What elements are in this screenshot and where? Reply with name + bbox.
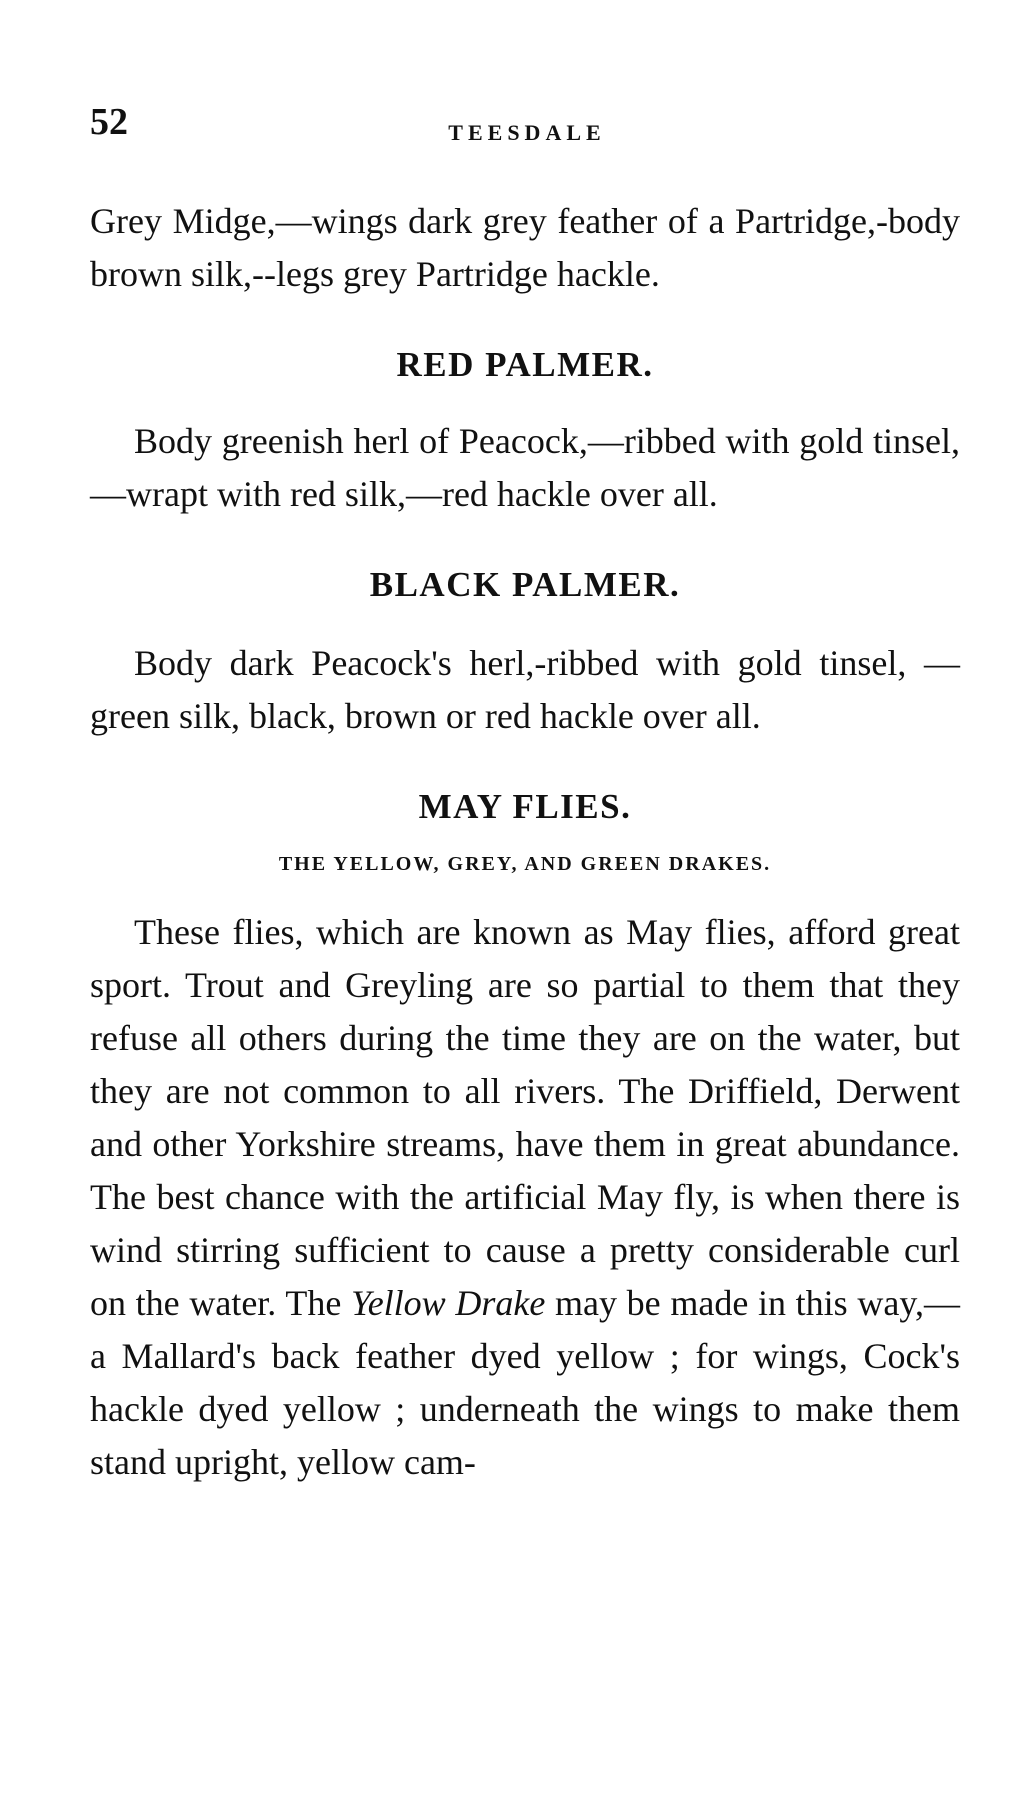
- red-palmer-paragraph: Body greenish herl of Peacock,—ribbed with gold tinsel,—wrapt with red silk,—red hackle over all.: [90, 421, 960, 514]
- may-flies-heading: MAY FLIES.: [418, 787, 632, 826]
- may-flies-text-before: These flies, which are known as May flies, afford great sport. Trout and Greyling are so partial to them that they refuse all others during the time they are on the water, but they are not common to all rivers. The Driffield, Derwent and other Yorkshire streams, have them in great abundance. The best chance with the artificial May fly, is when there is wind stirring sufficient to cause a pretty considerable curl on the water. The: [90, 912, 960, 1323]
- black-palmer-paragraph: Body dark Peacock's herl,-ribbed with gold tinsel, —green silk, black, brown or red hackle over all.: [90, 643, 960, 736]
- may-flies-text-after: may be made in this way,—a Mallard's back feather dyed yellow ; for wings, Cock's hackle dyed yellow ; underneath the wings to make them stand upright, yellow cam-: [90, 1283, 960, 1482]
- red-palmer-heading: RED PALMER.: [396, 345, 654, 384]
- running-head: [90, 100, 964, 150]
- text-column: [90, 195, 960, 1489]
- may-flies-paragraph: [90, 906, 960, 1489]
- running-title: TEESDALE: [448, 120, 606, 145]
- yellow-drake-italic: Yellow Drake: [350, 1283, 546, 1323]
- black-palmer-heading: BLACK PALMER.: [369, 565, 681, 604]
- may-flies-subheading: THE YELLOW, GREY, AND GREEN DRAKES.: [278, 853, 772, 875]
- page-number: 52: [90, 101, 128, 143]
- grey-midge-paragraph: Grey Midge,—wings dark grey feather of a Partridge,-body brown silk,--legs grey Partridge hackle.: [90, 201, 960, 294]
